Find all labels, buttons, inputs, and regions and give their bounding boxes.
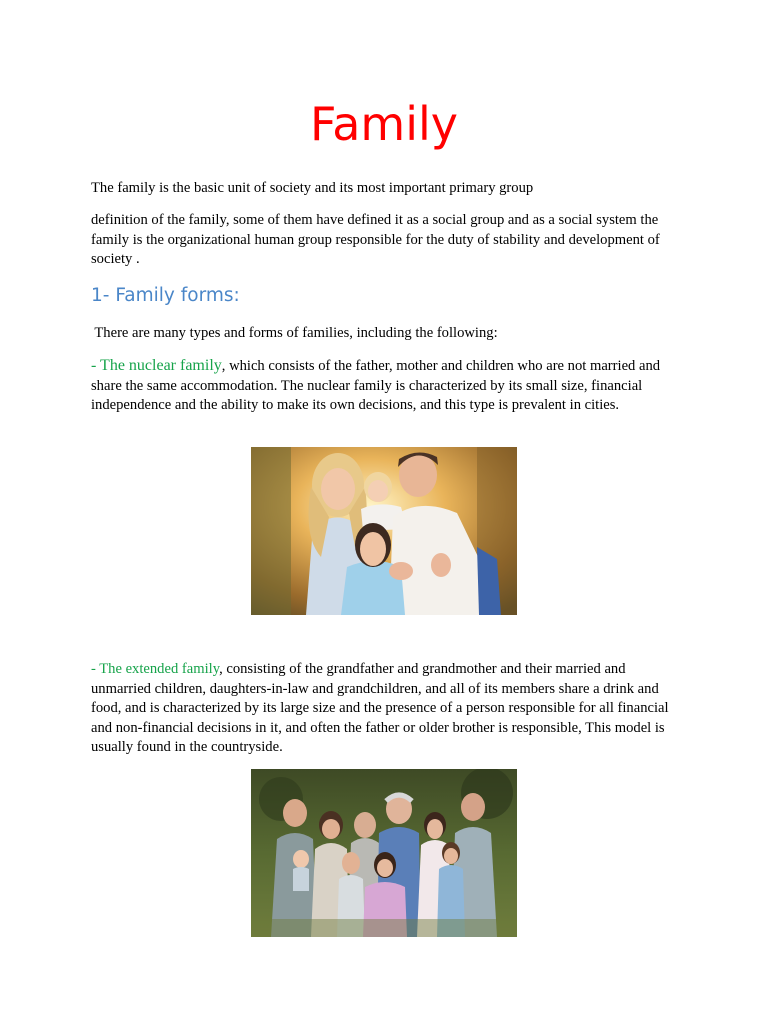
intro-paragraph-1: The family is the basic unit of society and its most important primary group: [91, 180, 534, 196]
extended-family-label: - The extended family: [91, 661, 220, 677]
intro-paragraph-2: definition of the family, some of them have defined it as a social group and as a social system the family is the organizational human group responsible for the duty of stability and development of society .: [91, 212, 660, 267]
document-title: Family: [309, 97, 459, 151]
extended-family-text: , consisting of the grandfather and grandmother and their married and unmarried children, daughters-in-law and grandchildren, and all of its members share a drink and food, and is characterized by its large size and the presence of a person responsible for all financial and non-financial decisions in it, and often the father or older brother is responsible, This model is usually found in the countryside.: [91, 661, 669, 755]
nuclear-family-label: - The nuclear family: [91, 357, 222, 374]
extended-family-photo: [251, 769, 517, 937]
nuclear-family-text: , which consists of the father, mother and children who are not married and share the same accommodation. The nuclear family is characterized by its small size, financial independence and the ability to make its own decisions, and this type is prevalent in cities.: [91, 358, 661, 413]
extended-family-paragraph: [91, 660, 681, 758]
types-intro-paragraph: There are many types and forms of families, including the following:: [91, 325, 498, 341]
section-heading-family-forms: 1- Family forms:: [91, 285, 240, 306]
nuclear-family-paragraph: [91, 356, 681, 416]
nuclear-family-photo: [251, 447, 517, 615]
